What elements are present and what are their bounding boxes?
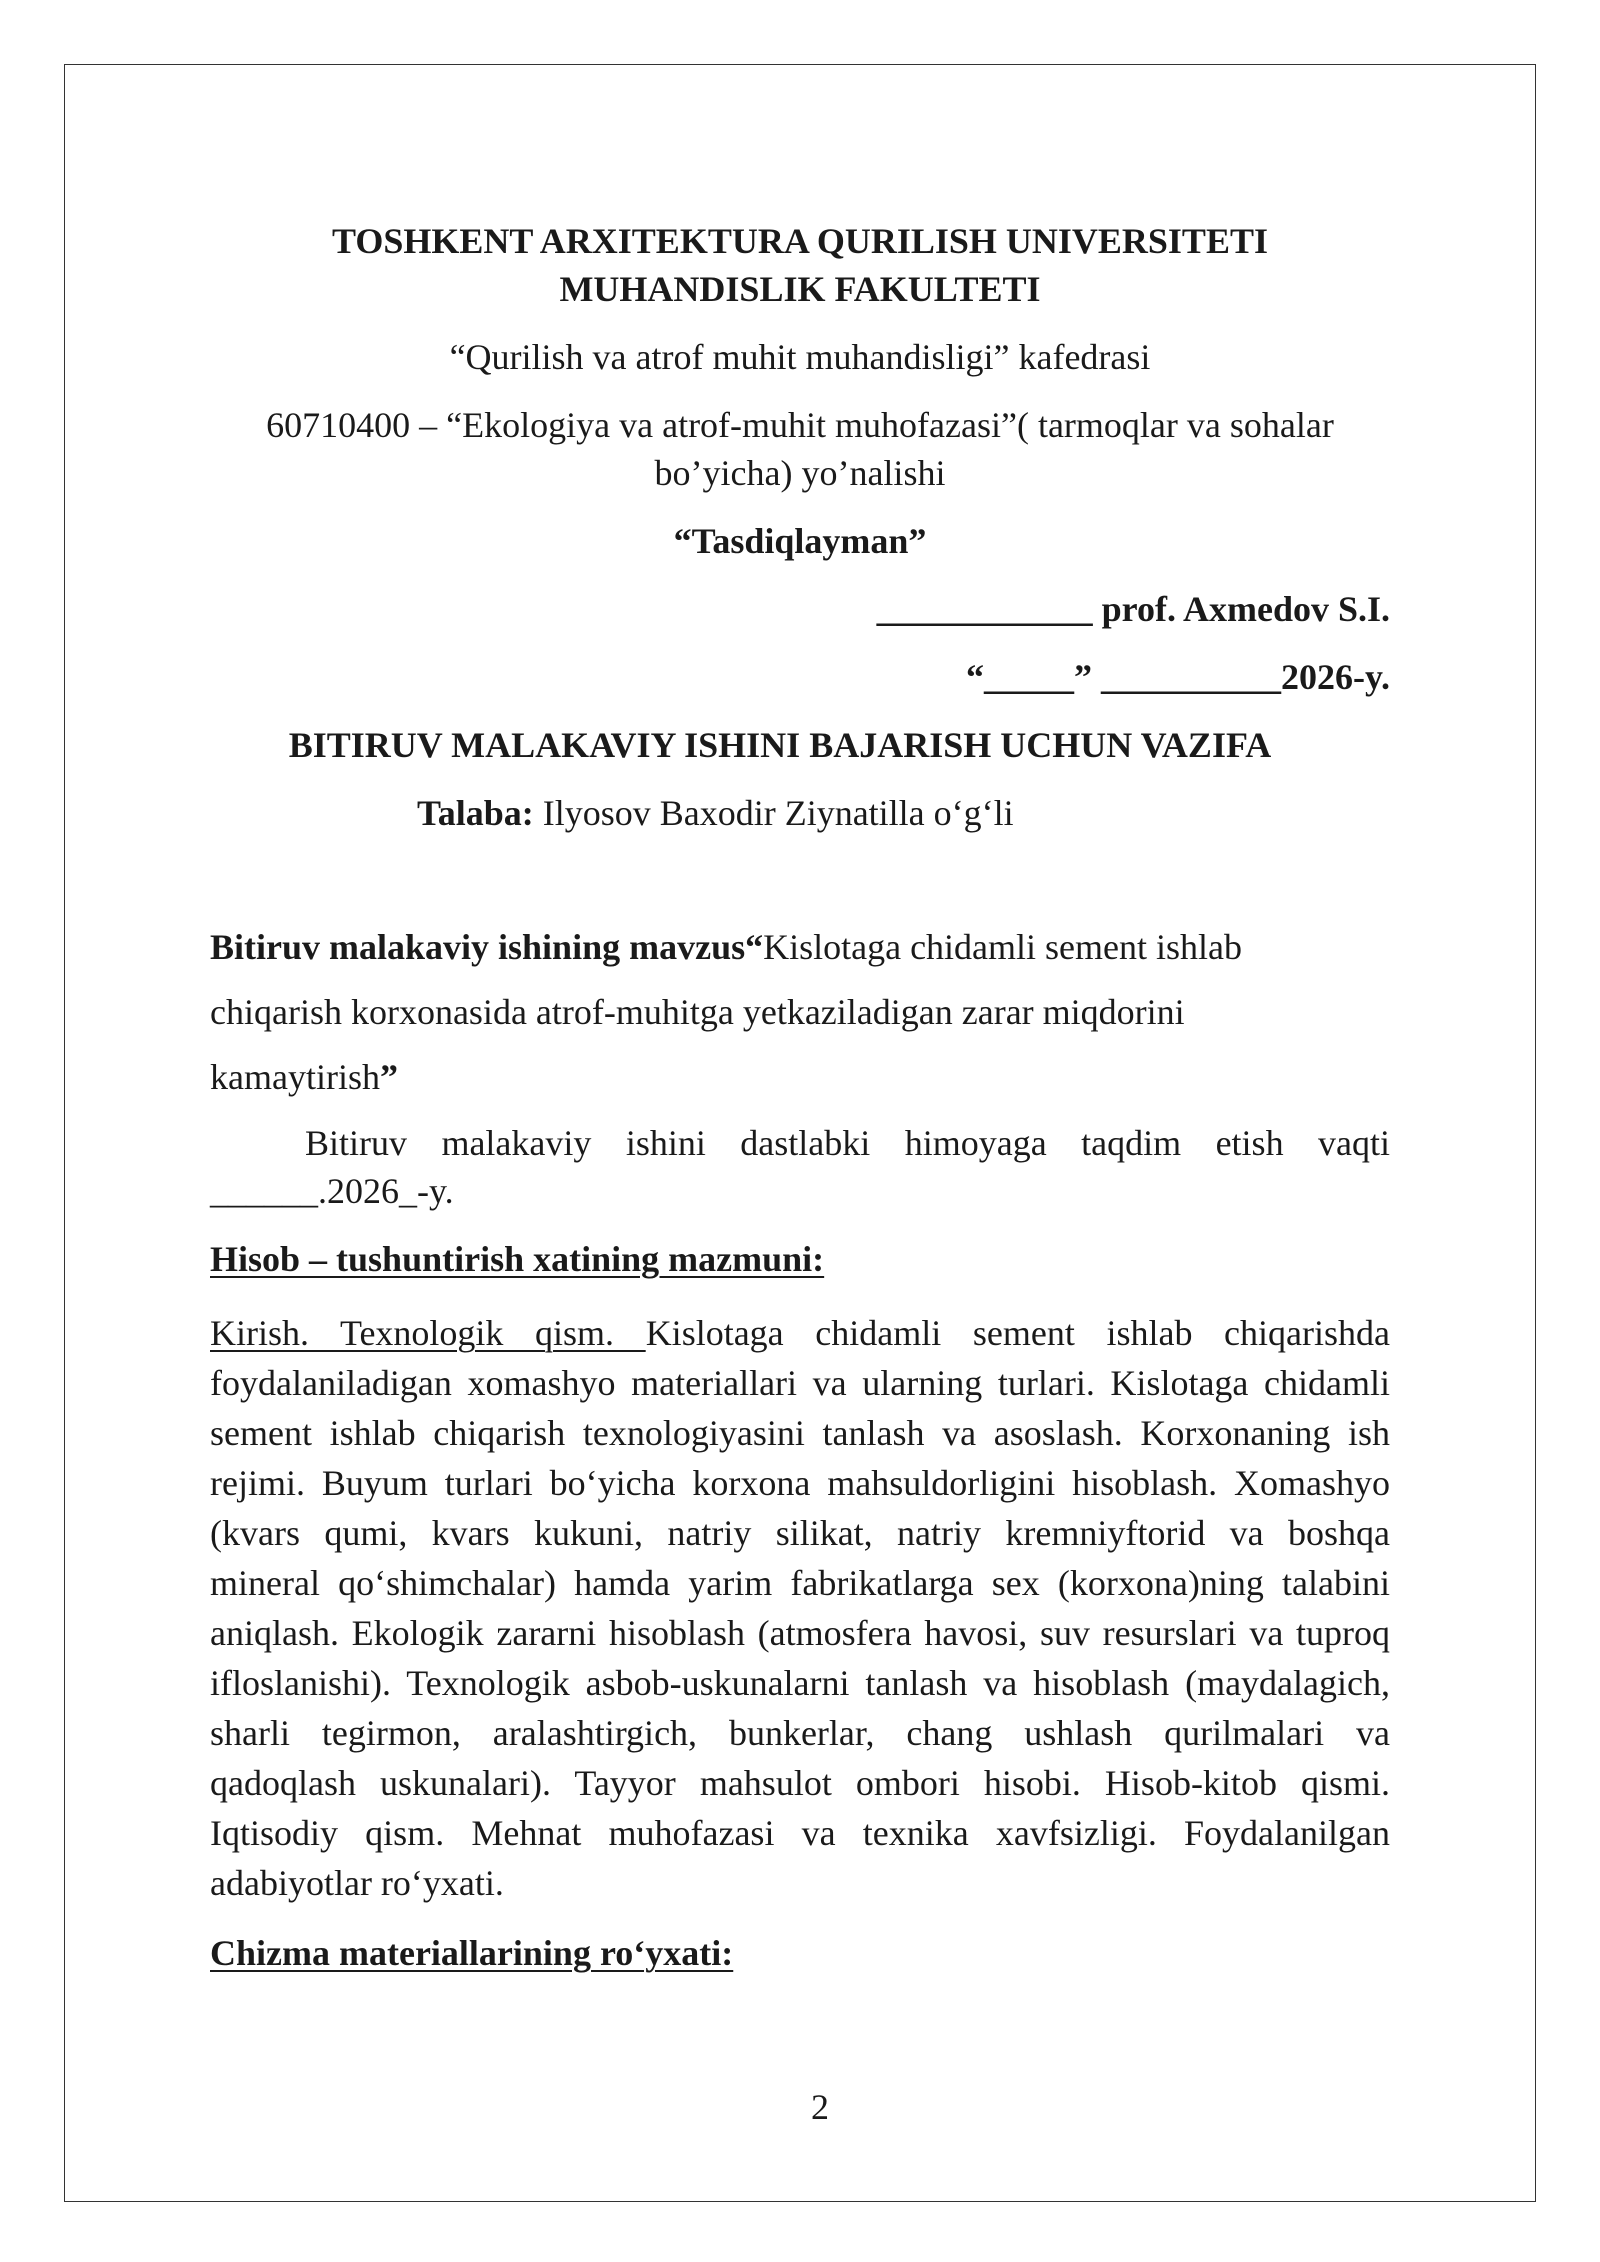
student-line <box>417 788 1597 838</box>
topic-label: Bitiruv malakaviy ishining mavzus“ <box>210 927 764 967</box>
defense-line-2: ______.2026_-y. <box>210 1171 454 1211</box>
page-number: 2 <box>811 2087 829 2127</box>
contents-heading <box>210 1234 1390 1284</box>
contents-body <box>210 1308 1390 1908</box>
contents-line: adabiyotlar ro‘yxati. <box>210 1863 504 1903</box>
contents-line: sharli tegirmon, aralashtirgich, bunkerlar, chang ushlash qurilmalari va <box>210 1713 1390 1753</box>
defense-line-1: Bitiruv malakaviy ishini dastlabki himoyaga taqdim etish vaqti <box>305 1123 1390 1163</box>
contents-intro: Kirish. Texnologik qism. <box>210 1313 646 1353</box>
student-label: Talaba: <box>417 793 534 833</box>
topic-text-1: Kislotaga chidamli sement ishlab <box>763 927 1243 967</box>
drawings-heading-text: Chizma materiallarining ro‘yxati: <box>210 1933 734 1973</box>
faculty-name: MUHANDISLIK FAKULTETI <box>559 269 1041 309</box>
approval-signature: ____________ prof. Axmedov S.I. <box>876 589 1390 629</box>
task-title: BITIRUV MALAKAVIY ISHINI BAJARISH UCHUN VAZIFA <box>288 725 1272 765</box>
document-page <box>210 0 1390 2262</box>
topic-line-3 <box>210 1052 1390 1102</box>
drawings-heading <box>210 1928 1390 1978</box>
department-name: “Qurilish va atrof muhit muhandisligi” kafedrasi <box>449 337 1151 377</box>
contents-line: ifloslanishi). Texnologik asbob-uskunalarni tanlash va hisoblash (maydalagich, <box>210 1663 1390 1703</box>
contents-line: mineral qo‘shimchalar) hamda yarim fabrikatlarga sex (korxona)ning talabini <box>210 1563 1390 1603</box>
contents-line: sement ishlab chiqarish texnologiyasini tanlash va asoslash. Korxonaning ish <box>210 1413 1390 1453</box>
contents-line: foydalaniladigan xomashyo materiallari va ularning turlari. Kislotaga chidamli <box>210 1363 1390 1403</box>
contents-line: aniqlash. Ekologik zararni hisoblash (atmosfera havosi, suv resurslari va tuproq <box>210 1613 1390 1653</box>
university-name: TOSHKENT ARXITEKTURA QURILISH UNIVERSITETI <box>332 221 1268 261</box>
topic-line-2: chiqarish korxonasida atrof-muhitga yetkaziladigan zarar miqdorini <box>210 992 1185 1032</box>
program-line-2: bo’yicha) yo’nalishi <box>654 453 946 493</box>
program-line-1: 60710400 – “Ekologiya va atrof-muhit muhofazasi”( tarmoqlar va sohalar <box>266 405 1334 445</box>
contents-line: Iqtisodiy qism. Mehnat muhofazasi va texnika xavfsizligi. Foydalanilgan <box>210 1813 1390 1853</box>
approval-date: “_____” __________2026-y. <box>965 657 1390 697</box>
approval-title: “Tasdiqlayman” <box>673 521 927 561</box>
contents-line-text: Kislotaga chidamli sement ishlab chiqarishda <box>645 1313 1390 1353</box>
contents-line: qadoqlash uskunalari). Tayyor mahsulot ombori hisobi. Hisob-kitob qismi. <box>210 1763 1390 1803</box>
contents-line <box>210 1308 1390 1358</box>
topic-text-3: kamaytirish <box>210 1057 380 1097</box>
contents-line: rejimi. Buyum turlari bo‘yicha korxona mahsuldorligini hisoblash. Xomashyo <box>210 1463 1390 1503</box>
topic-line-1 <box>210 922 1390 972</box>
contents-heading-text: Hisob – tushuntirish xatining mazmuni: <box>210 1239 825 1279</box>
student-name: Ilyosov Baxodir Ziynatilla o‘g‘li <box>533 793 1014 833</box>
contents-line: (kvars qumi, kvars kukuni, natriy silikat, natriy kremniyftorid va boshqa <box>210 1513 1390 1553</box>
topic-close-quote: ” <box>379 1057 398 1097</box>
